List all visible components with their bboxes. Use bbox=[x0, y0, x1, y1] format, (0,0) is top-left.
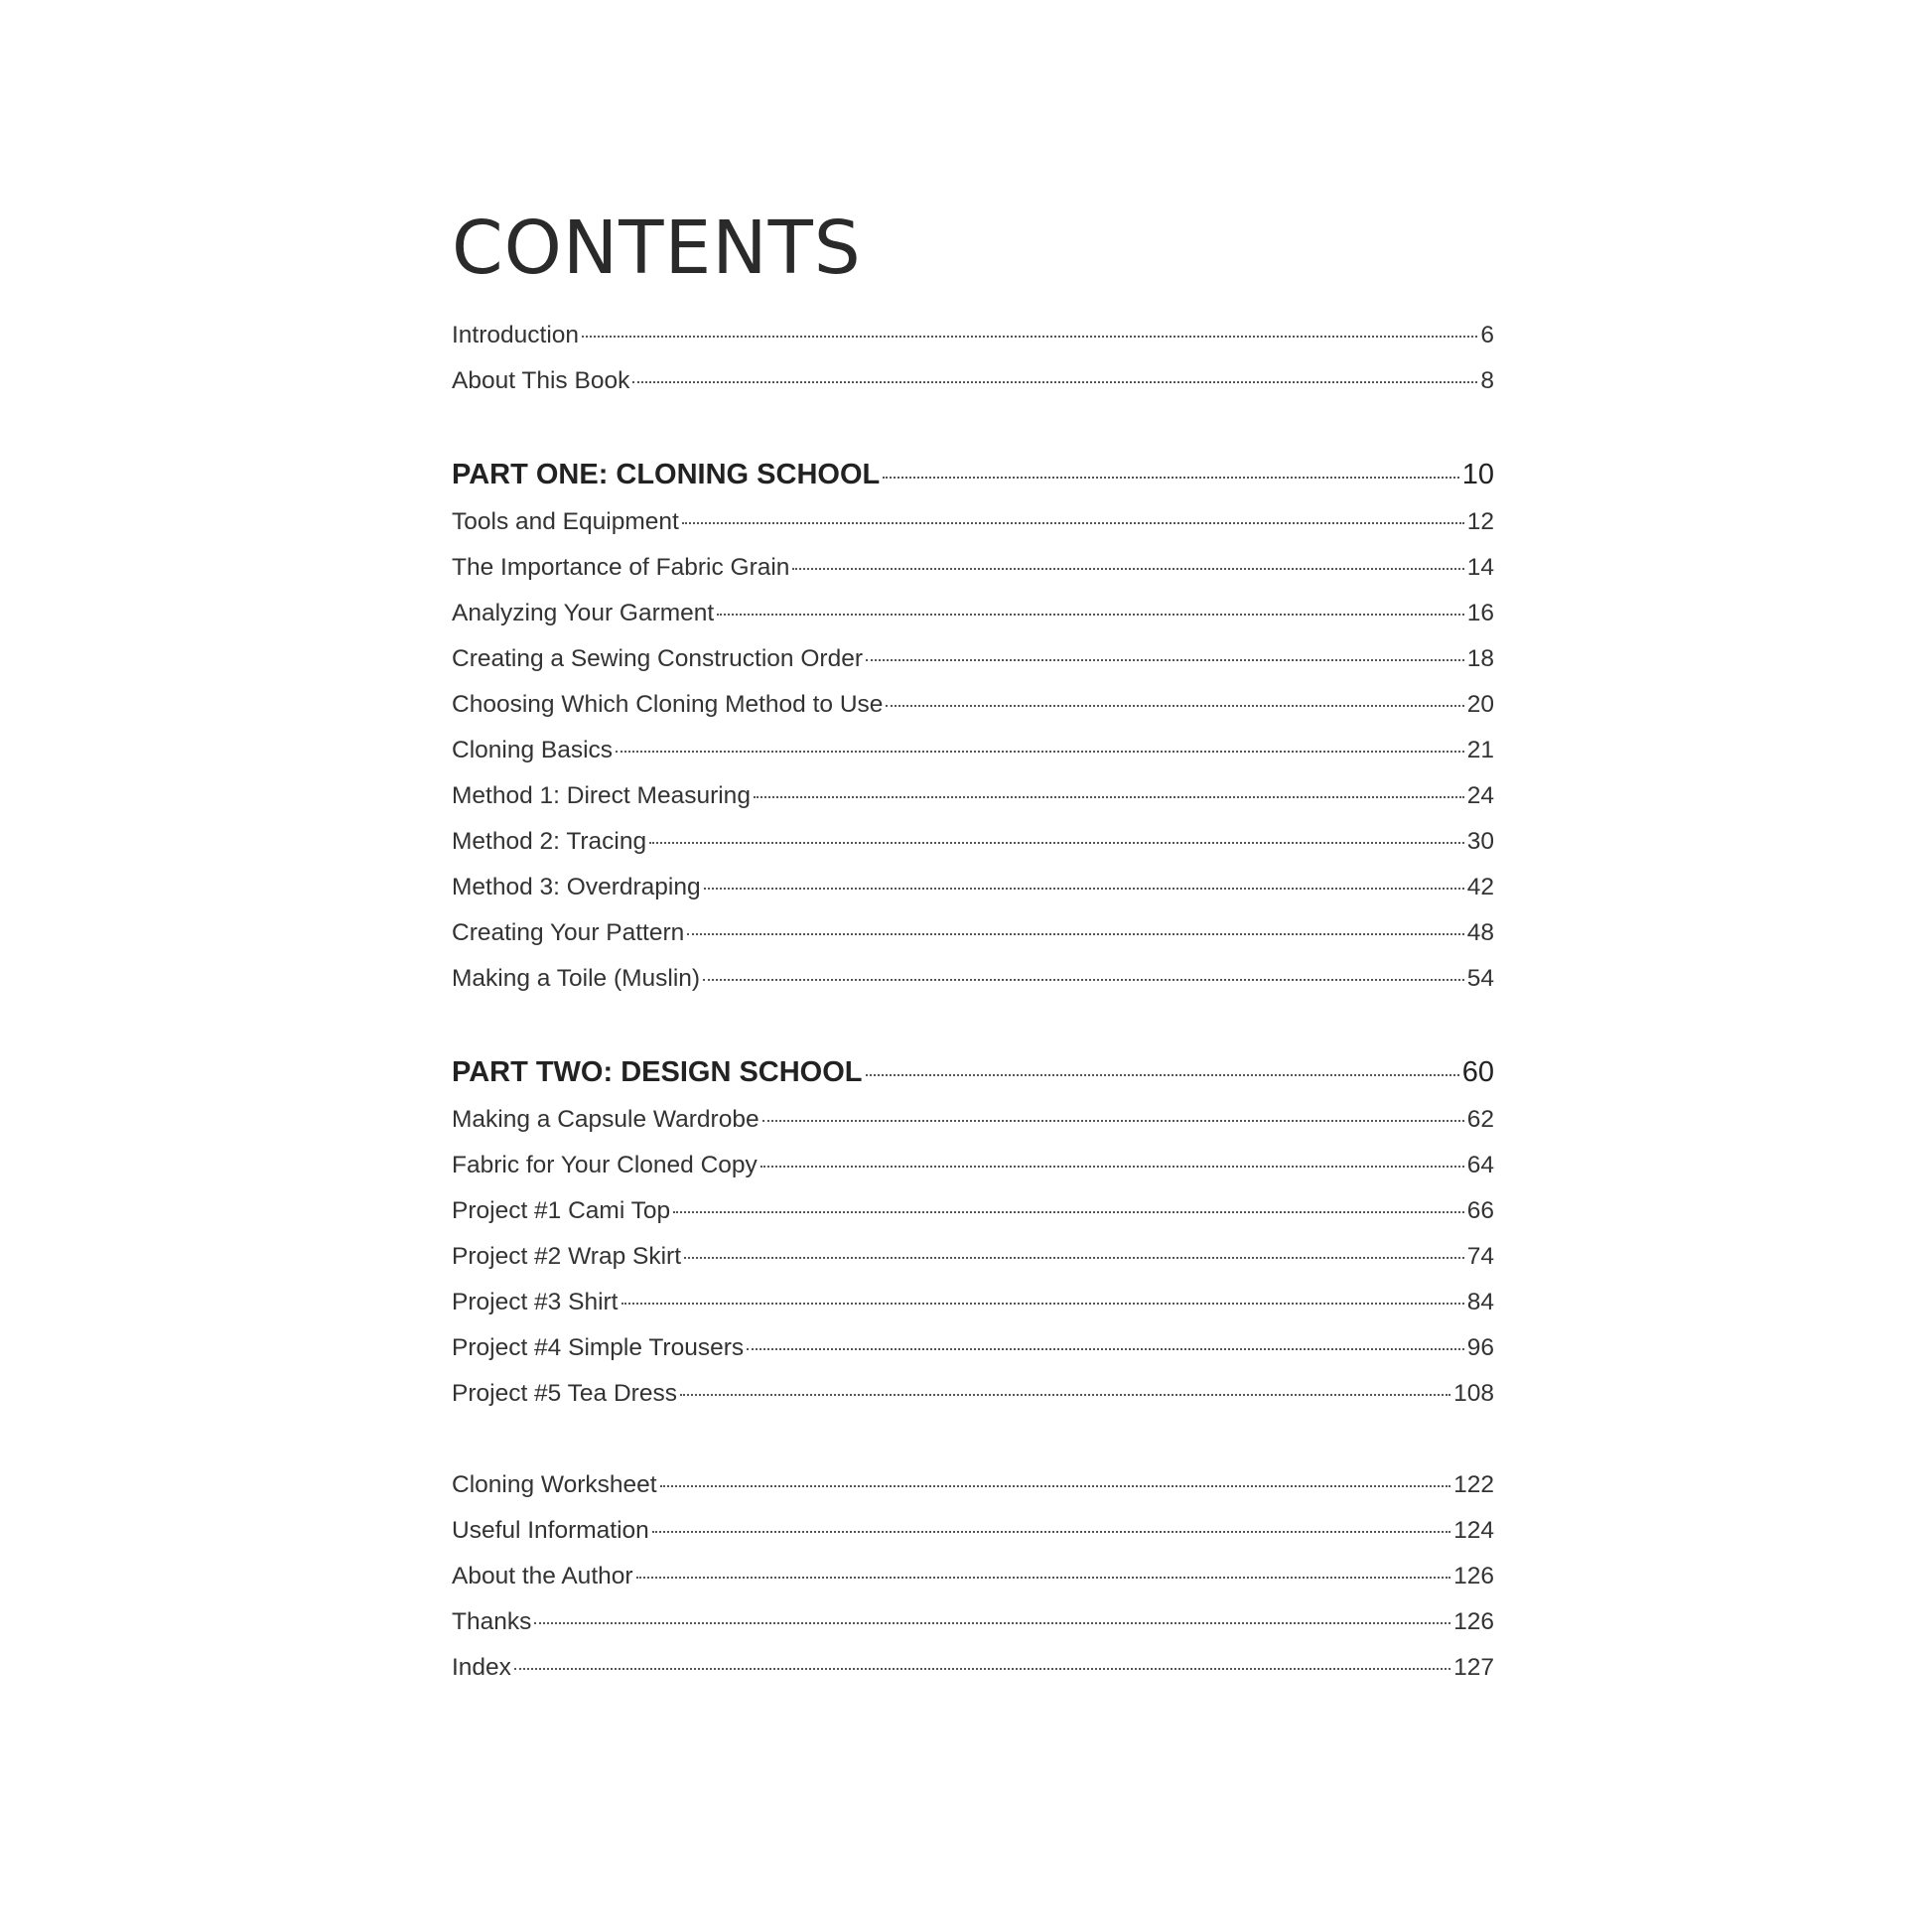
toc-entry-label: Method 3: Overdraping bbox=[452, 874, 701, 900]
dot-leader bbox=[684, 1257, 1464, 1259]
toc-entry-label: Cloning Basics bbox=[452, 737, 614, 763]
part-heading-page: 60 bbox=[1461, 1056, 1494, 1088]
toc-entry-page: 66 bbox=[1466, 1197, 1494, 1224]
toc-entry-page: 64 bbox=[1466, 1152, 1494, 1178]
toc-entry-page: 122 bbox=[1453, 1471, 1494, 1498]
toc-entry-label: The Importance of Fabric Grain bbox=[452, 554, 790, 581]
toc-entry bbox=[452, 910, 1494, 956]
toc-entry bbox=[452, 865, 1494, 910]
toc-entry-page: 16 bbox=[1466, 600, 1494, 626]
dot-leader bbox=[582, 336, 1477, 338]
toc-entry-page: 42 bbox=[1466, 874, 1494, 900]
toc-entry bbox=[452, 1188, 1494, 1234]
dot-leader bbox=[883, 477, 1459, 479]
toc-entry bbox=[452, 1325, 1494, 1371]
toc-entry bbox=[452, 819, 1494, 865]
toc-entry-label: Project #2 Wrap Skirt bbox=[452, 1243, 682, 1270]
dot-leader bbox=[673, 1211, 1464, 1213]
toc-entry-label: Index bbox=[452, 1654, 511, 1681]
toc-entry-label: Useful Information bbox=[452, 1517, 649, 1544]
toc-entry-page: 21 bbox=[1466, 737, 1494, 763]
toc-entry-label: Making a Toile (Muslin) bbox=[452, 965, 701, 992]
toc-entry-page: 96 bbox=[1466, 1334, 1494, 1361]
toc-entry-page: 126 bbox=[1453, 1563, 1494, 1589]
toc-entry-label: Method 1: Direct Measuring bbox=[452, 782, 751, 809]
toc-entry bbox=[452, 773, 1494, 819]
back-matter-group bbox=[452, 1462, 1494, 1691]
toc-entry-page: 74 bbox=[1466, 1243, 1494, 1270]
dot-leader bbox=[687, 933, 1463, 935]
toc-entry bbox=[452, 1097, 1494, 1143]
toc-entry-label: Introduction bbox=[452, 322, 580, 348]
toc-entry-page: 14 bbox=[1466, 554, 1494, 581]
dot-leader bbox=[682, 522, 1464, 524]
dot-leader bbox=[866, 659, 1464, 661]
dot-leader bbox=[621, 1303, 1464, 1305]
intro-group bbox=[452, 313, 1494, 404]
contents-page bbox=[452, 204, 1494, 1691]
spacer bbox=[452, 1417, 1494, 1462]
toc-entry-label: Method 2: Tracing bbox=[452, 828, 647, 855]
toc-entry-page: 8 bbox=[1480, 367, 1494, 394]
toc-entry bbox=[452, 499, 1494, 545]
dot-leader bbox=[886, 705, 1463, 707]
toc-entry-page: 127 bbox=[1453, 1654, 1494, 1681]
dot-leader bbox=[649, 842, 1464, 844]
toc-entry bbox=[452, 1234, 1494, 1280]
part-heading-label: PART TWO: DESIGN SCHOOL bbox=[452, 1056, 863, 1088]
toc-entry bbox=[452, 1462, 1494, 1508]
toc-entry-page: 24 bbox=[1466, 782, 1494, 809]
dot-leader bbox=[514, 1668, 1450, 1670]
toc-entry bbox=[452, 1143, 1494, 1188]
toc-entry bbox=[452, 1280, 1494, 1325]
toc-entry bbox=[452, 728, 1494, 773]
spacer bbox=[452, 404, 1494, 450]
toc-entry-page: 30 bbox=[1466, 828, 1494, 855]
toc-entry-label: Tools and Equipment bbox=[452, 508, 679, 535]
toc-entry-label: Fabric for Your Cloned Copy bbox=[452, 1152, 758, 1178]
dot-leader bbox=[717, 614, 1464, 616]
toc-entry-label: Choosing Which Cloning Method to Use bbox=[452, 691, 884, 718]
spacer bbox=[452, 1002, 1494, 1047]
toc-entry-label: About the Author bbox=[452, 1563, 633, 1589]
part-heading-page: 10 bbox=[1461, 459, 1494, 490]
toc-entry-label: About This Book bbox=[452, 367, 630, 394]
dot-leader bbox=[680, 1394, 1450, 1396]
dot-leader bbox=[792, 568, 1463, 570]
toc-entry-label: Project #5 Tea Dress bbox=[452, 1380, 677, 1407]
toc-entry bbox=[452, 1371, 1494, 1417]
toc-entry-label: Thanks bbox=[452, 1608, 532, 1635]
toc-entry-label: Creating a Sewing Construction Order bbox=[452, 645, 863, 672]
toc-entry-label: Making a Capsule Wardrobe bbox=[452, 1106, 759, 1133]
dot-leader bbox=[747, 1348, 1464, 1350]
part-two-group bbox=[452, 1047, 1494, 1417]
part-one-group bbox=[452, 450, 1494, 1002]
toc-entry-page: 84 bbox=[1466, 1289, 1494, 1315]
toc-entry bbox=[452, 682, 1494, 728]
part-two-heading bbox=[452, 1047, 1494, 1097]
toc-entry bbox=[452, 591, 1494, 636]
page-title: CONTENTS bbox=[452, 206, 862, 291]
dot-leader bbox=[754, 796, 1464, 798]
dot-leader bbox=[704, 888, 1464, 890]
toc-entry-page: 20 bbox=[1466, 691, 1494, 718]
toc-entry-page: 54 bbox=[1466, 965, 1494, 992]
toc-entry-page: 62 bbox=[1466, 1106, 1494, 1133]
toc-entry bbox=[452, 545, 1494, 591]
toc-entry-about-this-book bbox=[452, 358, 1494, 404]
dot-leader bbox=[866, 1074, 1459, 1076]
dot-leader bbox=[652, 1531, 1450, 1533]
toc-entry-label: Cloning Worksheet bbox=[452, 1471, 657, 1498]
toc-entry-page: 12 bbox=[1466, 508, 1494, 535]
toc-entry-label: Project #4 Simple Trousers bbox=[452, 1334, 745, 1361]
dot-leader bbox=[762, 1120, 1464, 1122]
toc-entry bbox=[452, 1554, 1494, 1599]
toc-entry-introduction bbox=[452, 313, 1494, 358]
toc-entry-page: 6 bbox=[1480, 322, 1494, 348]
toc-entry bbox=[452, 1599, 1494, 1645]
toc-entry bbox=[452, 1645, 1494, 1691]
dot-leader bbox=[534, 1622, 1450, 1624]
toc-entry-label: Analyzing Your Garment bbox=[452, 600, 715, 626]
toc-entry-label: Creating Your Pattern bbox=[452, 919, 685, 946]
toc-entry-label: Project #1 Cami Top bbox=[452, 1197, 671, 1224]
part-heading-label: PART ONE: CLONING SCHOOL bbox=[452, 459, 881, 490]
toc-entry bbox=[452, 956, 1494, 1002]
dot-leader bbox=[632, 381, 1477, 383]
toc-entry bbox=[452, 636, 1494, 682]
dot-leader bbox=[660, 1485, 1451, 1487]
dot-leader bbox=[636, 1577, 1451, 1579]
dot-leader bbox=[703, 979, 1464, 981]
toc-entry-page: 108 bbox=[1453, 1380, 1494, 1407]
toc-entry bbox=[452, 1508, 1494, 1554]
toc-entry-page: 48 bbox=[1466, 919, 1494, 946]
toc-entry-label: Project #3 Shirt bbox=[452, 1289, 619, 1315]
dot-leader bbox=[760, 1166, 1464, 1168]
dot-leader bbox=[616, 751, 1464, 753]
part-one-heading bbox=[452, 450, 1494, 499]
toc-entry-page: 124 bbox=[1453, 1517, 1494, 1544]
toc-entry-page: 18 bbox=[1466, 645, 1494, 672]
toc-entry-page: 126 bbox=[1453, 1608, 1494, 1635]
